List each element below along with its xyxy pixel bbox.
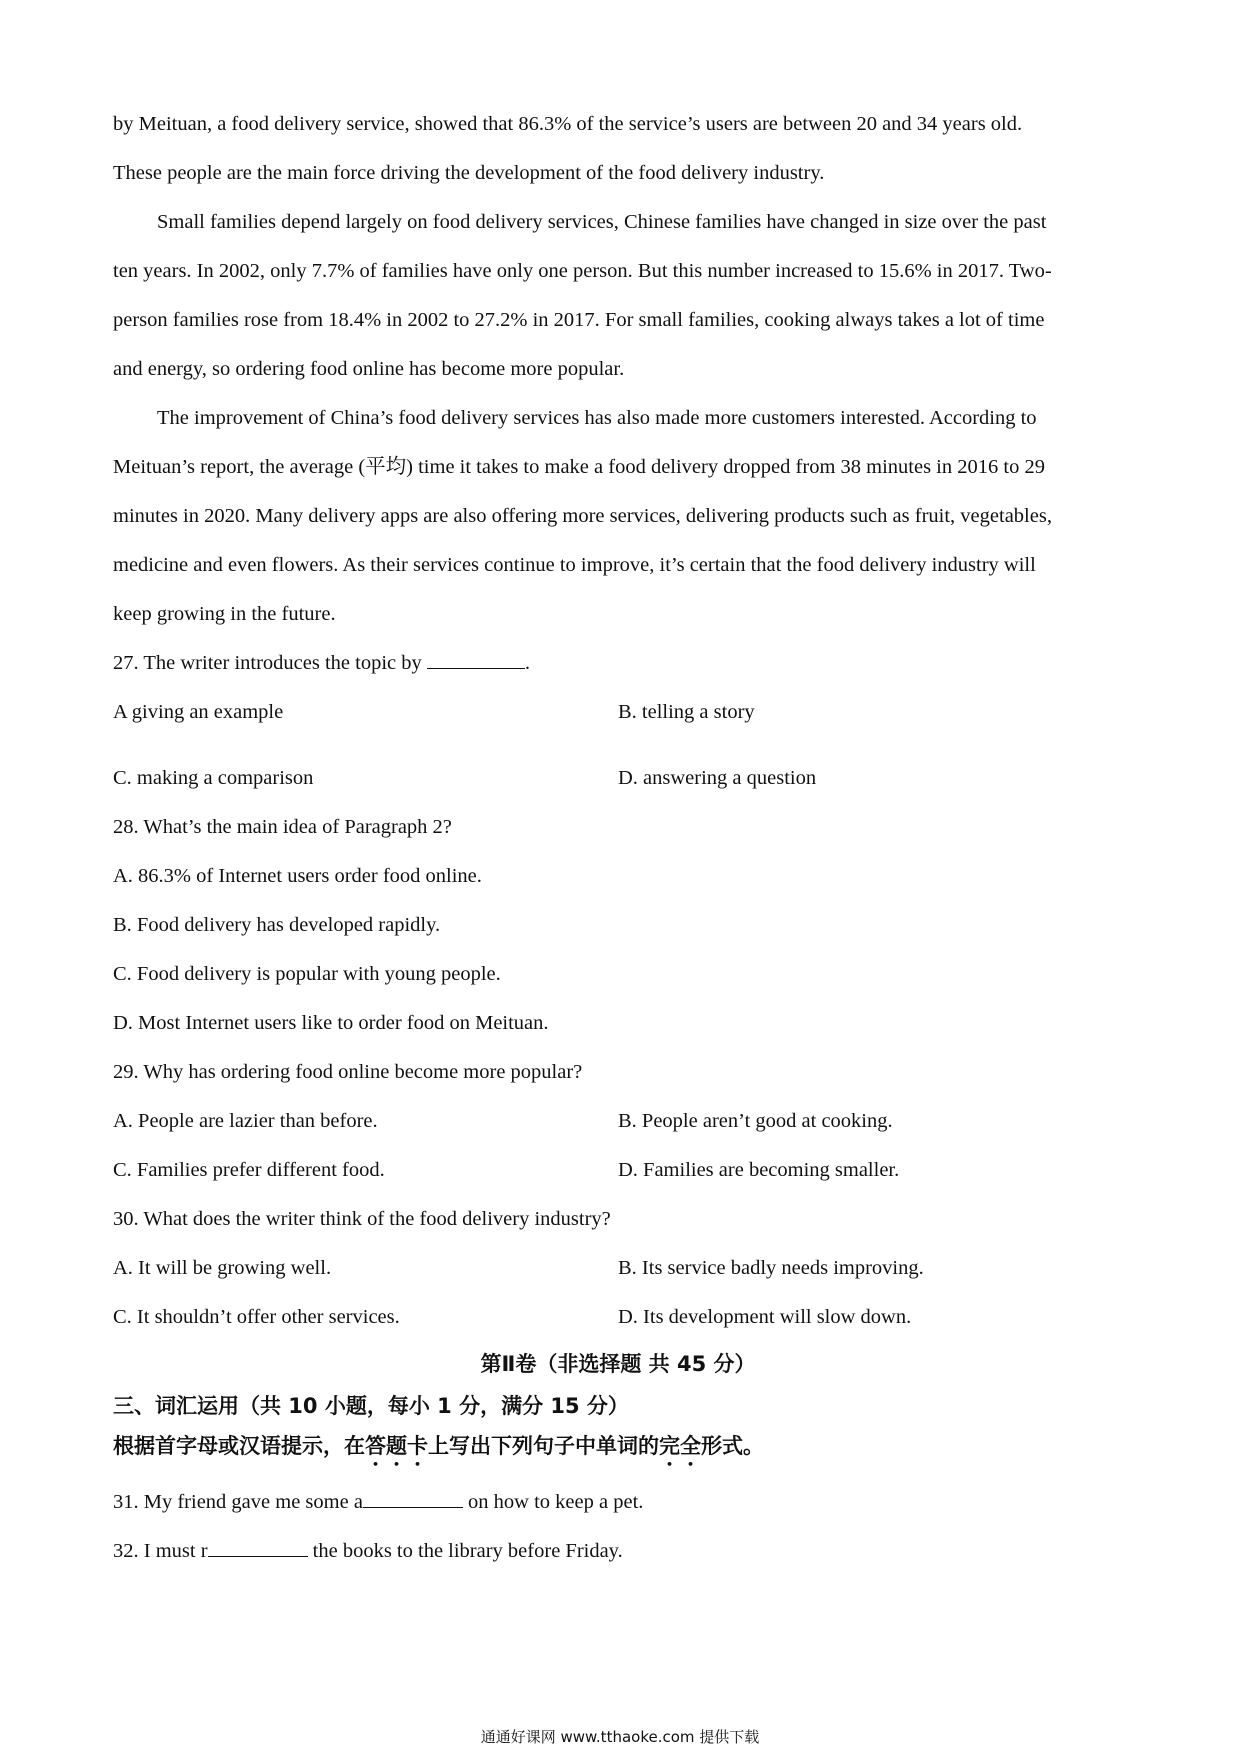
text-line: ten years. In 2002, only 7.7% of families have only one person. But this number increased to 15.6% in 2017. Two- [113, 260, 1052, 282]
instruction-text: 根据首字母或汉语提示，在 [113, 1434, 365, 1458]
text-line: medicine and even flowers. As their services continue to improve, it’s certain that the food delivery industry will [113, 554, 1036, 576]
instruction-text: 形式。 [701, 1434, 764, 1458]
question-text: the books to the library before Friday. [307, 1540, 623, 1562]
section-3-title: 三、词汇运用（共 10 小题，每小 1 分，满分 15 分） [113, 1394, 629, 1418]
options-row [113, 1097, 1123, 1146]
text-line: by Meituan, a food delivery service, showed that 86.3% of the service’s users are between 20 and 34 years old. [113, 113, 1023, 135]
emphasized-text: 答题卡 [365, 1434, 428, 1458]
options-row [113, 1293, 1123, 1342]
answer-blank [427, 648, 525, 669]
question-29-stem: 29. Why has ordering food online become more popular? [113, 1061, 583, 1083]
spacer [113, 1466, 1123, 1478]
question-31 [113, 1478, 1123, 1527]
text-line: Meituan’s report, the average (平均) time it takes to make a food delivery dropped from 38 minutes in 2016 to 29 [113, 456, 1045, 478]
answer-blank [208, 1536, 308, 1557]
text-line: and energy, so ordering food online has become more popular. [113, 358, 625, 380]
question-32 [113, 1527, 1123, 1576]
option-c: C. making a comparison [113, 767, 314, 789]
option-c: C. Families prefer different food. [113, 1159, 385, 1181]
question-text: 27. The writer introduces the topic by [113, 652, 427, 674]
answer-blank [363, 1487, 463, 1508]
question-27-stem [113, 639, 1123, 688]
option-c: C. It shouldn’t offer other services. [113, 1306, 400, 1328]
paragraph-1 [113, 100, 1123, 198]
text-line: The improvement of China’s food delivery services has also made more customers interested. According to [157, 407, 1037, 429]
spacer [113, 737, 1123, 754]
option-a: A. People are lazier than before. [113, 1110, 378, 1132]
option-b: B. Its service badly needs improving. [618, 1257, 924, 1279]
question-text: 31. My friend gave me some a [113, 1491, 363, 1513]
page-footer: 通通好课网 www.tthaoke.com 提供下载 [480, 1728, 760, 1746]
text-line: Small families depend largely on food delivery services, Chinese families have changed in size over the past [157, 211, 1047, 233]
option-a: A. 86.3% of Internet users order food online. [113, 865, 482, 887]
option-b: B. People aren’t good at cooking. [618, 1110, 893, 1132]
question-text: . [524, 652, 531, 674]
question-text: 32. I must r [113, 1540, 208, 1562]
emphasized-text: 完全 [659, 1434, 701, 1458]
option-d: D. Its development will slow down. [618, 1306, 912, 1328]
options-row [113, 688, 1123, 737]
option-c: C. Food delivery is popular with young people. [113, 963, 501, 985]
paragraph-3 [113, 394, 1123, 639]
text-line: person families rose from 18.4% in 2002 to 27.2% in 2017. For small families, cooking always takes a lot of time [113, 309, 1045, 331]
question-30-stem: 30. What does the writer think of the food delivery industry? [113, 1208, 611, 1230]
document-page [113, 100, 1123, 1576]
option-d: D. answering a question [618, 767, 817, 789]
option-d: D. Families are becoming smaller. [618, 1159, 900, 1181]
instruction-text: 上写出下列句子中单词的 [428, 1434, 659, 1458]
question-28-stem: 28. What’s the main idea of Paragraph 2? [113, 816, 452, 838]
paragraph-2 [113, 198, 1123, 394]
option-b: B. telling a story [618, 701, 755, 723]
question-text: on how to keep a pet. [462, 1491, 644, 1513]
option-a: A. It will be growing well. [113, 1257, 332, 1279]
options-row [113, 754, 1123, 803]
text-line: These people are the main force driving the development of the food delivery industry. [113, 162, 825, 184]
part-2-heading: 第Ⅱ卷（非选择题 共 45 分） [480, 1352, 756, 1376]
option-d: D. Most Internet users like to order food on Meituan. [113, 1012, 549, 1034]
options-row [113, 1244, 1123, 1293]
option-a: A giving an example [113, 701, 284, 723]
options-row [113, 1146, 1123, 1195]
section-3-instructions [113, 1426, 1123, 1466]
text-line: keep growing in the future. [113, 603, 336, 625]
option-b: B. Food delivery has developed rapidly. [113, 914, 441, 936]
text-line: minutes in 2020. Many delivery apps are also offering more services, delivering products such as fruit, vegetables, [113, 505, 1052, 527]
